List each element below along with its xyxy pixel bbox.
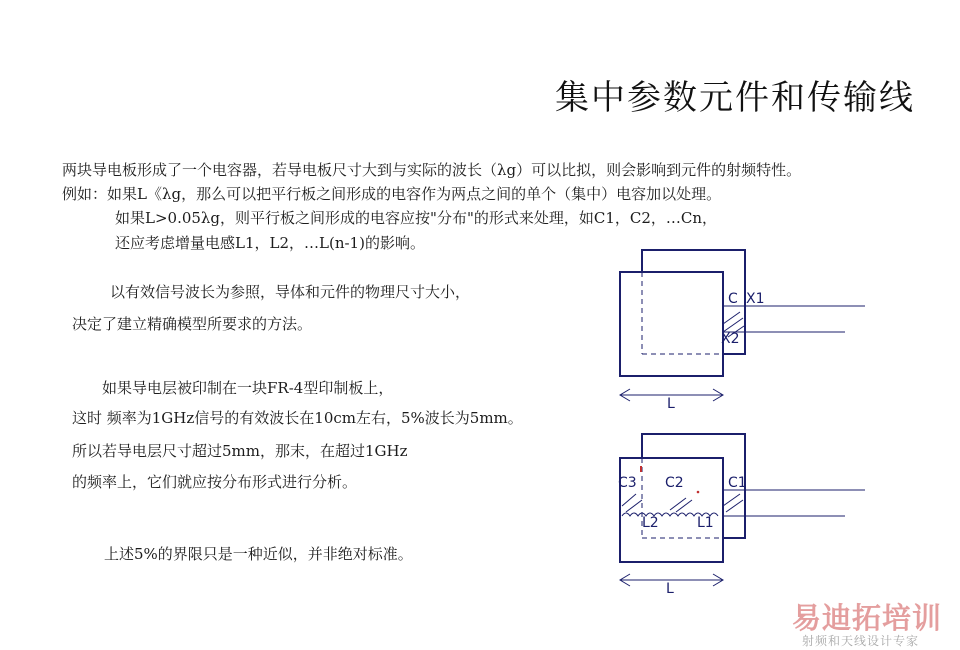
paragraph-line-4: 还应考虑增量电感L1，L2，…L(n-1)的影响。	[115, 234, 425, 252]
label-c3: C3	[618, 475, 637, 491]
lumped-capacitor-figure	[620, 250, 865, 401]
paragraph-line-8: 这时 频率为1GHz信号的有效波长在10cm左右，5%波长为5mm。	[72, 409, 523, 427]
watermark-text: 易迪拓培训	[792, 601, 943, 635]
slide-title: 集中参数元件和传输线	[555, 78, 915, 118]
paragraph-line-1: 两块导电板形成了一个电容器，若导电板尺寸大到与实际的波长（λg）可以比拟，则会影响到元件的射频特性。	[62, 161, 802, 179]
bottom-front-plate	[620, 458, 723, 562]
label-l2: L2	[642, 515, 659, 531]
paragraph-line-2: 例如：如果L《λg，那么可以把平行板之间形成的电容作为两点之间的单个（集中）电容加以处理。	[62, 185, 722, 203]
label-l-top: L	[667, 396, 675, 412]
paragraph-line-10: 的频率上，它们就应按分布形式进行分析。	[72, 473, 358, 491]
paragraph-line-11: 上述5%的界限只是一种近似，并非绝对标准。	[104, 545, 413, 563]
capacitor-diagram	[600, 240, 880, 605]
label-l1: L1	[697, 515, 714, 531]
label-x1: X1	[746, 291, 765, 307]
paragraph-line-3: 如果L>0.05λg，则平行板之间形成的电容应按"分布"的形式来处理，如C1，C2，…Cn，	[115, 209, 718, 227]
paragraph-line-6: 决定了建立精确模型所要求的方法。	[72, 315, 313, 333]
label-c2: C2	[665, 475, 684, 491]
label-c: C	[728, 291, 738, 307]
paragraph-line-5: 以有效信号波长为参照，导体和元件的物理尺寸大小，	[110, 283, 471, 301]
watermark-logo	[780, 596, 960, 650]
watermark-subtitle: 射频和天线设计专家	[802, 634, 920, 648]
label-c1: C1	[728, 475, 747, 491]
paragraph-line-9: 所以若导电层尺寸超过5mm，那末，在超过1GHz	[72, 442, 408, 460]
top-front-plate	[620, 272, 723, 376]
label-x2: X2	[721, 331, 740, 347]
label-l-bottom: L	[666, 581, 674, 597]
paragraph-line-7: 如果导电层被印制在一块FR-4型印制板上，	[102, 379, 394, 397]
distributed-capacitor-figure	[620, 434, 865, 586]
